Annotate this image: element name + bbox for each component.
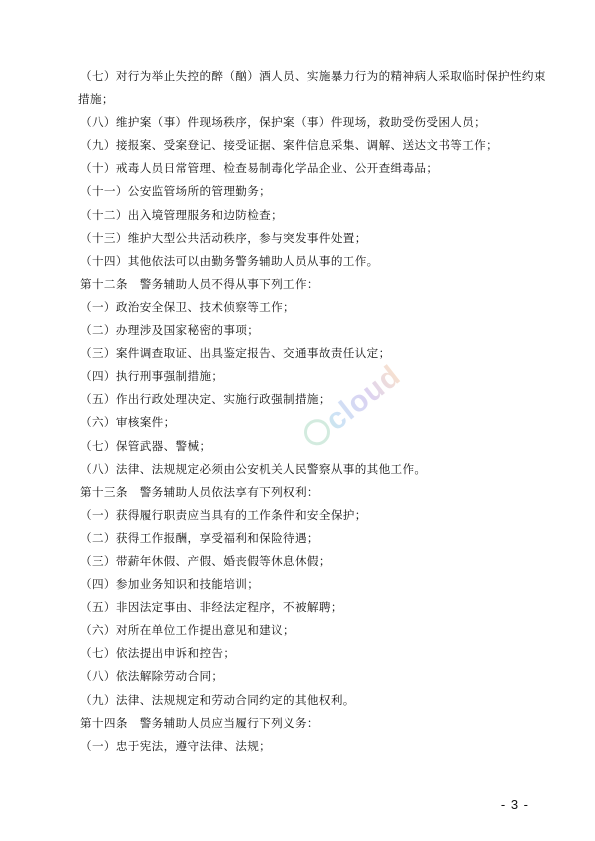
text-line: （十）戒毒人员日常管理、检查易制毒化学品企业、公开查缉毒品； xyxy=(80,161,439,176)
text-line: （十一）公安监管场所的管理勤务； xyxy=(80,184,272,199)
article-heading: 第十三条 警务辅助人员依法享有下列权利： xyxy=(80,484,319,499)
text-line: （六）对所在单位工作提出意见和建议； xyxy=(80,623,295,638)
text-line: （七）对行为举止失控的醉（酗）酒人员、实施暴力行为的精神病人采取临时保护性约束 xyxy=(80,69,546,83)
text-line: （十二）出入境管理服务和边防检查； xyxy=(80,207,284,222)
text-line: （二）办理涉及国家秘密的事项； xyxy=(80,323,260,338)
text-line: （七）依法提出申诉和控告； xyxy=(80,646,236,661)
text-line: （六）审核案件； xyxy=(80,415,176,430)
text-line: （一）政治安全保卫、技术侦察等工作； xyxy=(80,299,295,314)
text-line: （八）维护案（事）件现场秩序，保护案（事）件现场，救助受伤受困人员； xyxy=(80,115,487,130)
text-line: （二）获得工作报酬，享受福利和保险待遇； xyxy=(80,530,319,545)
text-line: （四）执行刑事强制措施； xyxy=(80,369,224,384)
text-line: （一）忠于宪法，遵守法律、法规； xyxy=(80,738,272,753)
text-line: （五）作出行政处理决定、实施行政强制措施； xyxy=(80,392,331,407)
text-line: （八）依法解除劳动合同； xyxy=(80,669,224,684)
document-body xyxy=(78,65,546,758)
text-line: （八）法律、法规规定必须由公安机关人民警察从事的其他工作。 xyxy=(80,461,427,476)
page-number: - 3 - xyxy=(500,797,529,812)
text-line: （五）非因法定事由、非经法定程序，不被解聘； xyxy=(80,600,343,615)
text-line: （三）案件调查取证、出具鉴定报告、交通事故责任认定； xyxy=(80,346,391,361)
text-line: （十四）其他依法可以由勤务警务辅助人员从事的工作。 xyxy=(80,253,379,268)
text-line: （九）法律、法规规定和劳动合同约定的其他权利。 xyxy=(80,692,355,707)
text-line: （三）带薪年休假、产假、婚丧假等休息休假； xyxy=(80,553,331,568)
article-heading: 第十二条 警务辅助人员不得从事下列工作： xyxy=(80,276,319,291)
watermark-text: cloud xyxy=(319,358,407,438)
text-line: （十三）维护大型公共活动秩序，参与突发事件处置； xyxy=(80,230,367,245)
text-line: （七）保管武器、警械； xyxy=(80,438,212,453)
text-line: （一）获得履行职责应当具有的工作条件和安全保护； xyxy=(80,507,367,522)
article-heading: 第十四条 警务辅助人员应当履行下列义务： xyxy=(80,715,319,730)
text-line: （九）接报案、受案登记、接受证据、案件信息采集、调解、送达文书等工作； xyxy=(80,138,499,153)
text-line: 措施； xyxy=(78,92,114,107)
text-line: （四）参加业务知识和技能培训； xyxy=(80,577,260,592)
